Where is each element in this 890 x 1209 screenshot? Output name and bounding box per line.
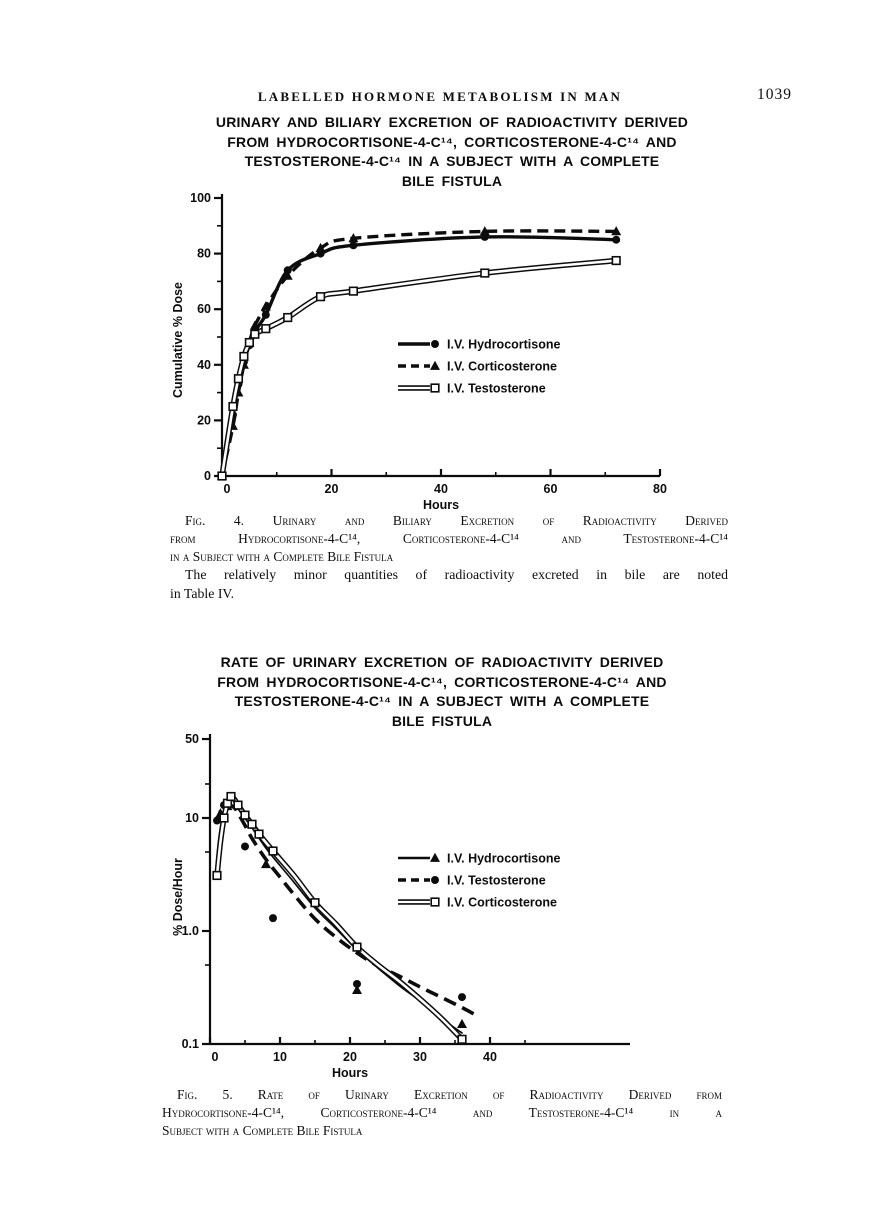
data-point-circle bbox=[458, 993, 466, 1001]
body-paragraph bbox=[170, 566, 728, 603]
data-point-triangle bbox=[430, 853, 440, 862]
data-point-square bbox=[251, 330, 259, 338]
data-point-square bbox=[350, 287, 358, 295]
page-number: 1039 bbox=[757, 86, 792, 103]
figure5-title-line-2: FROM HYDROCORTISONE-4-C¹⁴, CORTICOSTERONE-4-C¹⁴ AND bbox=[217, 673, 667, 690]
figure4-title-line-3: TESTOSTERONE-4-C¹⁴ IN A SUBJECT WITH A COMPLETE bbox=[244, 153, 660, 169]
x-tick-label: 40 bbox=[483, 1050, 497, 1064]
data-point-square bbox=[431, 384, 439, 392]
legend-label: I.V. Hydrocortisone bbox=[447, 337, 561, 352]
data-point-square bbox=[227, 793, 235, 801]
y-tick-label: 80 bbox=[197, 246, 211, 261]
x-tick-label: 20 bbox=[324, 482, 339, 496]
x-axis-label: Hours bbox=[331, 1066, 369, 1080]
figure4-caption-line-3: in a Subject with a Complete Bile Fistula bbox=[170, 549, 394, 564]
data-point-triangle bbox=[430, 361, 440, 370]
data-point-circle bbox=[269, 914, 277, 922]
data-point-square bbox=[235, 375, 243, 383]
x-tick-label: 10 bbox=[273, 1050, 287, 1064]
y-tick-label: 1.0 bbox=[181, 924, 199, 938]
data-point-square bbox=[234, 801, 242, 809]
figure4-caption bbox=[170, 512, 728, 566]
series-i-v-testosterone bbox=[218, 257, 620, 480]
figure5-caption bbox=[162, 1086, 722, 1140]
data-point-square bbox=[311, 899, 319, 907]
figure4-caption-line-1: Fig. 4. Urinary and Biliary Excretion of Radioactivity Derived bbox=[185, 513, 728, 528]
y-tick-label: 100 bbox=[190, 191, 211, 205]
x-tick-label: 20 bbox=[343, 1050, 357, 1064]
figure4-title-line-1: URINARY AND BILIARY EXCRETION OF RADIOACTIVITY DERIVED bbox=[215, 114, 689, 130]
figure5-title bbox=[182, 653, 702, 731]
axes bbox=[214, 194, 660, 476]
x-tick-label: 30 bbox=[413, 1050, 427, 1064]
data-point-square bbox=[213, 872, 221, 880]
figure5-caption-line-1: Fig. 5. Rate of Urinary Excretion of Radioactivity Derived from bbox=[177, 1087, 722, 1102]
legend-item bbox=[398, 338, 561, 352]
x-tick-label: 80 bbox=[653, 482, 667, 496]
y-tick-label: 20 bbox=[197, 413, 211, 428]
legend-item bbox=[398, 382, 546, 396]
legend-item bbox=[398, 360, 557, 374]
data-point-square bbox=[269, 847, 277, 855]
data-point-square bbox=[262, 325, 270, 333]
data-point-square bbox=[240, 353, 248, 361]
data-point-circle bbox=[241, 842, 249, 850]
x-tick-label: 0 bbox=[223, 482, 231, 496]
legend-item bbox=[398, 896, 557, 910]
legend-label: I.V. Corticosterone bbox=[447, 359, 557, 374]
y-tick-label: 50 bbox=[185, 732, 199, 747]
series-i-v-hydrocortisone bbox=[216, 801, 468, 1033]
y-tick-label: 10 bbox=[185, 811, 199, 825]
data-point-square bbox=[229, 403, 237, 411]
x-tick-label: 40 bbox=[434, 482, 448, 496]
data-point-circle bbox=[349, 241, 357, 249]
data-point-square bbox=[218, 472, 226, 480]
data-point-square bbox=[220, 814, 228, 822]
data-point-square bbox=[317, 293, 325, 301]
figure5-caption-line-3: Subject with a Complete Bile Fistula bbox=[162, 1123, 363, 1138]
x-tick-label: 0 bbox=[211, 1050, 219, 1064]
body-line-2: in Table IV. bbox=[170, 585, 235, 601]
data-point-square bbox=[481, 269, 489, 277]
y-tick-label: 0.1 bbox=[181, 1037, 199, 1051]
series-i-v-hydrocortisone bbox=[218, 233, 620, 480]
figure4-title bbox=[192, 113, 712, 191]
figure5-caption-line-2: Hydrocortisone-4-C¹⁴, Corticosterone-4-C¹⁴ and Testosterone-4-C¹⁴ in a bbox=[162, 1105, 722, 1120]
legend-label: I.V. Testosterone bbox=[447, 873, 546, 888]
figure5-title-line-1: RATE OF URINARY EXCRETION OF RADIOACTIVITY DERIVED bbox=[220, 654, 664, 670]
running-title: LABELLED HORMONE METABOLISM IN MAN bbox=[257, 89, 623, 104]
x-axis-label: Hours bbox=[422, 498, 460, 512]
y-tick-label: 60 bbox=[197, 302, 211, 317]
data-point-square bbox=[458, 1036, 466, 1044]
figure5-title-line-4: BILE FISTULA bbox=[391, 712, 493, 729]
legend-label: I.V. Hydrocortisone bbox=[447, 851, 561, 866]
legend bbox=[398, 852, 561, 910]
data-point-square bbox=[284, 314, 292, 322]
legend-item bbox=[398, 852, 561, 866]
data-point-circle bbox=[353, 980, 361, 988]
data-point-square bbox=[353, 943, 361, 951]
data-point-triangle bbox=[457, 1019, 467, 1028]
y-axis-label: % Dose/Hour bbox=[171, 858, 185, 936]
body-line-1: The relatively minor quantities of radioactivity excreted in bile are noted bbox=[185, 567, 728, 582]
data-point-square bbox=[612, 257, 620, 265]
series-i-v-corticosterone bbox=[213, 793, 466, 1043]
data-point-circle bbox=[431, 876, 439, 884]
legend-label: I.V. Testosterone bbox=[447, 381, 546, 396]
y-axis-label: Cumulative % Dose bbox=[171, 281, 185, 399]
legend-item bbox=[398, 874, 546, 888]
y-tick-label: 40 bbox=[197, 357, 211, 372]
data-point-square bbox=[241, 811, 249, 819]
x-tick-label: 60 bbox=[543, 482, 558, 496]
figure4-caption-line-2: from Hydrocortisone-4-C¹⁴, Corticosterone-4-C¹⁴ and Testosterone-4-C¹⁴ bbox=[170, 531, 728, 546]
legend-label: I.V. Corticosterone bbox=[447, 895, 557, 910]
legend bbox=[398, 338, 561, 396]
data-point-square bbox=[248, 820, 256, 828]
y-tick-label: 0 bbox=[204, 469, 211, 483]
data-point-circle bbox=[431, 340, 439, 348]
data-point-circle bbox=[612, 236, 620, 244]
figure4-title-line-4: BILE FISTULA bbox=[401, 172, 503, 189]
data-point-square bbox=[431, 898, 439, 906]
data-point-square bbox=[246, 339, 254, 347]
series-i-v-testosterone bbox=[213, 801, 476, 1015]
figure4-chart bbox=[168, 190, 698, 524]
figure4-title-line-2: FROM HYDROCORTISONE-4-C¹⁴, CORTICOSTERONE-4-C¹⁴ AND bbox=[227, 133, 677, 150]
figure5-chart bbox=[162, 722, 662, 1090]
figure5-title-line-3: TESTOSTERONE-4-C¹⁴ IN A SUBJECT WITH A COMPLETE bbox=[234, 693, 650, 709]
data-point-square bbox=[255, 830, 263, 838]
